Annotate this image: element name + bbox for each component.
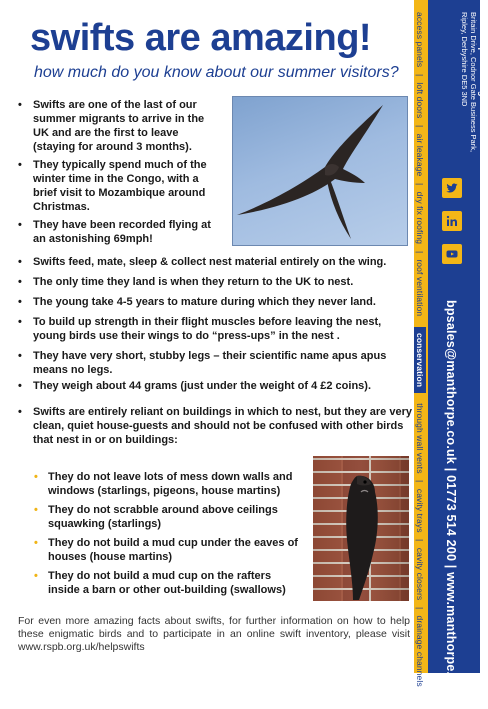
category-through-wall-vents[interactable]: through wall vents <box>415 403 425 474</box>
category-drainage-channels[interactable]: drainage channels <box>415 615 425 687</box>
category-nav: access panels | loft doors | air leakage | dry fix roofing | roof ventilation conservation through wall vents | cavity trays | cavity closers | drainage channels <box>415 12 425 687</box>
category-roof-ventilation[interactable]: roof ventilation <box>415 259 425 317</box>
list-item: • They do not scrabble around above ceilings squawking (starlings) <box>34 504 278 530</box>
address-line-1: Britain Drive, Codnor Gate Business Park, <box>469 12 478 153</box>
category-access-panels[interactable]: access panels <box>415 12 425 68</box>
category-cavity-closers[interactable]: cavity closers <box>415 547 425 601</box>
list-item: • Swifts are one of the last of our summer migrants to arrive in the UK and are the first to leave (staying for around 3 months). <box>18 99 205 153</box>
list-item: • They have been recorded flying at an astonishing 69mph! <box>18 219 211 245</box>
footer-info: For even more amazing facts about swifts, for further information on how to help these enigmatic birds and to participate in an online swift inventory, please visit www.rspb.org.uk/helpswifts <box>18 615 410 653</box>
nesting-facts-list <box>34 470 304 602</box>
category-cavity-trays[interactable]: cavity trays <box>415 488 425 533</box>
list-item: • Swifts feed, mate, sleep & collect nest material entirely on the wing. <box>18 256 387 268</box>
list-item: • They typically spend much of the winter time in the Congo, with a brief visit to Mozambique around Christmas. <box>18 159 207 213</box>
swift-flying-photo <box>232 96 408 246</box>
list-item: • They have very short, stubby legs – their scientific name apus apus means no legs. <box>18 350 387 376</box>
list-item: • They do not build a mud cup on the rafters inside a barn or other out-building (swallows) <box>34 570 286 596</box>
twitter-icon[interactable] <box>442 178 462 198</box>
swift-on-wall-photo <box>313 456 409 601</box>
category-conservation[interactable]: conservation <box>414 327 426 393</box>
list-item: • They weigh about 44 grams (just under the weight of 4 £2 coins). <box>18 380 371 392</box>
facts-list-top <box>18 98 223 250</box>
perched-swift-icon <box>313 456 409 601</box>
facts-list-full <box>18 255 412 399</box>
address-line-2: Ripley, Derbyshire DE5 3ND <box>460 12 469 107</box>
list-item: • Swifts are entirely reliant on buildings in which to nest, but they are very clean, quiet house-guests and should not be confused with other birds that nest in or on buildings: <box>18 406 412 446</box>
list-item: • To build up strength in their flight muscles before leaving the nest, young birds use their wings to do “press-ups” in the nest . <box>18 316 382 342</box>
reliance-paragraph <box>18 405 412 447</box>
youtube-icon[interactable] <box>442 244 462 264</box>
company-address <box>460 12 488 155</box>
swift-silhouette-icon <box>233 97 409 247</box>
category-dry-fix-roofing[interactable]: dry fix roofing <box>415 191 425 245</box>
linkedin-icon[interactable] <box>442 211 462 231</box>
contact-details[interactable]: bpsales@manthorpe.co.uk | 01773 514 200 | www.manthorpe.co.uk <box>444 300 458 709</box>
page-title: swifts are amazing! <box>30 17 372 59</box>
category-air-leakage[interactable]: air leakage <box>415 133 425 177</box>
list-item: • The only time they land is when they return to the UK to nest. <box>18 276 354 288</box>
company-name: Manthorpe Building Products Ltd <box>478 12 488 155</box>
list-item: • They do not build a mud cup under the eaves of houses (house martins) <box>34 537 298 563</box>
list-item: • They do not leave lots of mess down walls and windows (starlings, pigeons, house martins) <box>34 471 293 497</box>
category-loft-doors[interactable]: loft doors <box>415 82 425 119</box>
page-subtitle: how much do you know about our summer visitors? <box>34 64 399 81</box>
list-item: • The young take 4-5 years to mature during which they never land. <box>18 296 376 308</box>
